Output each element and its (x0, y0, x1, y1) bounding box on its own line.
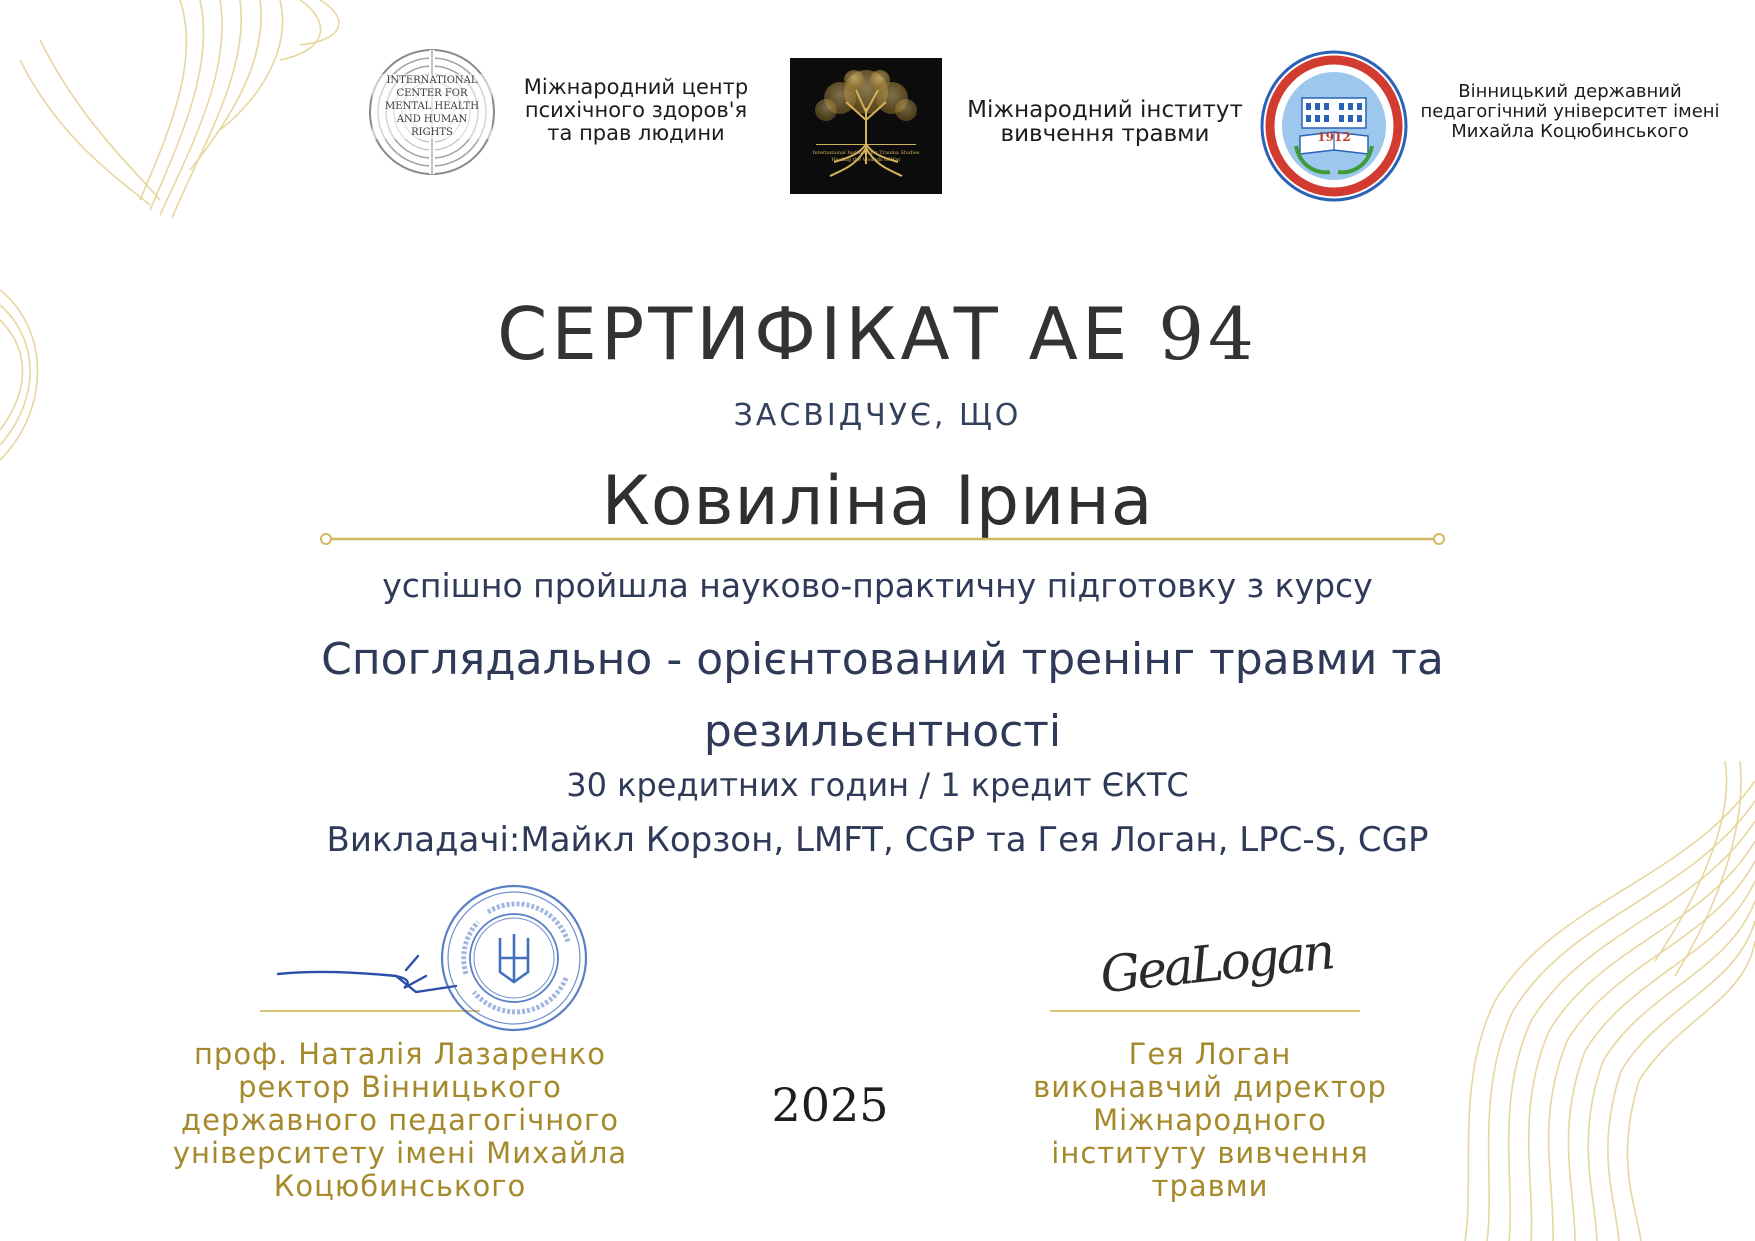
org1-name (506, 76, 766, 145)
left-signer (120, 1038, 680, 1203)
logo-text-line: AND HUMAN (396, 114, 468, 125)
icmhhr-logo (368, 48, 496, 176)
left-signer-title: університету імені Михайла (172, 1136, 628, 1170)
logo-text-line: International Institute for Trauma Studies (812, 150, 920, 156)
right-signer-title: виконавчий директор (1033, 1070, 1387, 1104)
left-signer-title: ректор Вінницького (238, 1070, 562, 1104)
org3-name-line: педагогічний університет імені (1420, 101, 1720, 122)
certificate-number: 94 (1158, 292, 1258, 376)
decorative-waves-top-left (0, 0, 360, 220)
university-seal-stamp (438, 882, 590, 1034)
emblem-year: 1912 (1317, 130, 1351, 144)
org1-name-line: психічного здоров'я (524, 98, 748, 122)
instructors-line: Викладачі:Майкл Корзон, LMFT, CGP та Гея Логан, LPC-S, CGP (326, 820, 1429, 860)
gold-divider (320, 532, 1445, 546)
right-signer-title: інституту вивчення (1051, 1136, 1369, 1170)
left-signer-title: Коцюбинського (273, 1169, 527, 1203)
logo-text-line: CENTER FOR (396, 88, 468, 99)
org3-name-line: Михайла Коцюбинського (1451, 121, 1689, 142)
course-title: Споглядально - орієнтований тренінг травми та резильєнтності (321, 634, 1444, 757)
org3-name (1410, 82, 1730, 142)
logo-text-line: Healing the Wounds of War (831, 157, 901, 163)
recipient-name: Ковиліна Ірина (601, 462, 1154, 541)
credits-line: 30 кредитних годин / 1 кредит ЄКТС (566, 766, 1189, 804)
right-signer-title: травми (1151, 1169, 1269, 1203)
org2-name-line: Міжнародний інститут (967, 97, 1243, 123)
org1-name-line: та прав людини (547, 121, 725, 145)
vspu-university-emblem (1260, 50, 1408, 202)
certificate-title-text: СЕРТИФІКАТ АЕ (497, 292, 1132, 376)
certificate-title (0, 292, 1755, 376)
org2-name (960, 98, 1250, 146)
logo-text-line: RIGHTS (411, 127, 453, 138)
logo-text-line: MENTAL HEALTH (385, 101, 479, 112)
completion-statement: успішно пройшла науково-практичну підготовку з курсу (382, 566, 1373, 605)
right-signature-line (1050, 1010, 1360, 1012)
right-signer-title: Міжнародного (1093, 1103, 1327, 1137)
left-signer-name: проф. Наталія Лазаренко (193, 1037, 607, 1071)
iits-tree-logo (790, 58, 942, 194)
certifies-label: ЗАСВІДЧУЄ, ЩО (733, 398, 1022, 433)
org3-name-line: Вінницький державний (1458, 81, 1682, 102)
left-signer-title: державного педагогічного (181, 1103, 619, 1137)
issue-year: 2025 (771, 1078, 889, 1132)
right-signer-name: Гея Логан (1128, 1037, 1292, 1071)
right-signer (1000, 1038, 1420, 1203)
logo-text-line: INTERNATIONAL (386, 75, 478, 86)
org2-name-line: вивчення травми (1000, 121, 1210, 147)
director-signature-script: GeaLogan (1097, 922, 1335, 1005)
org1-name-line: Міжнародний центр (523, 75, 749, 99)
